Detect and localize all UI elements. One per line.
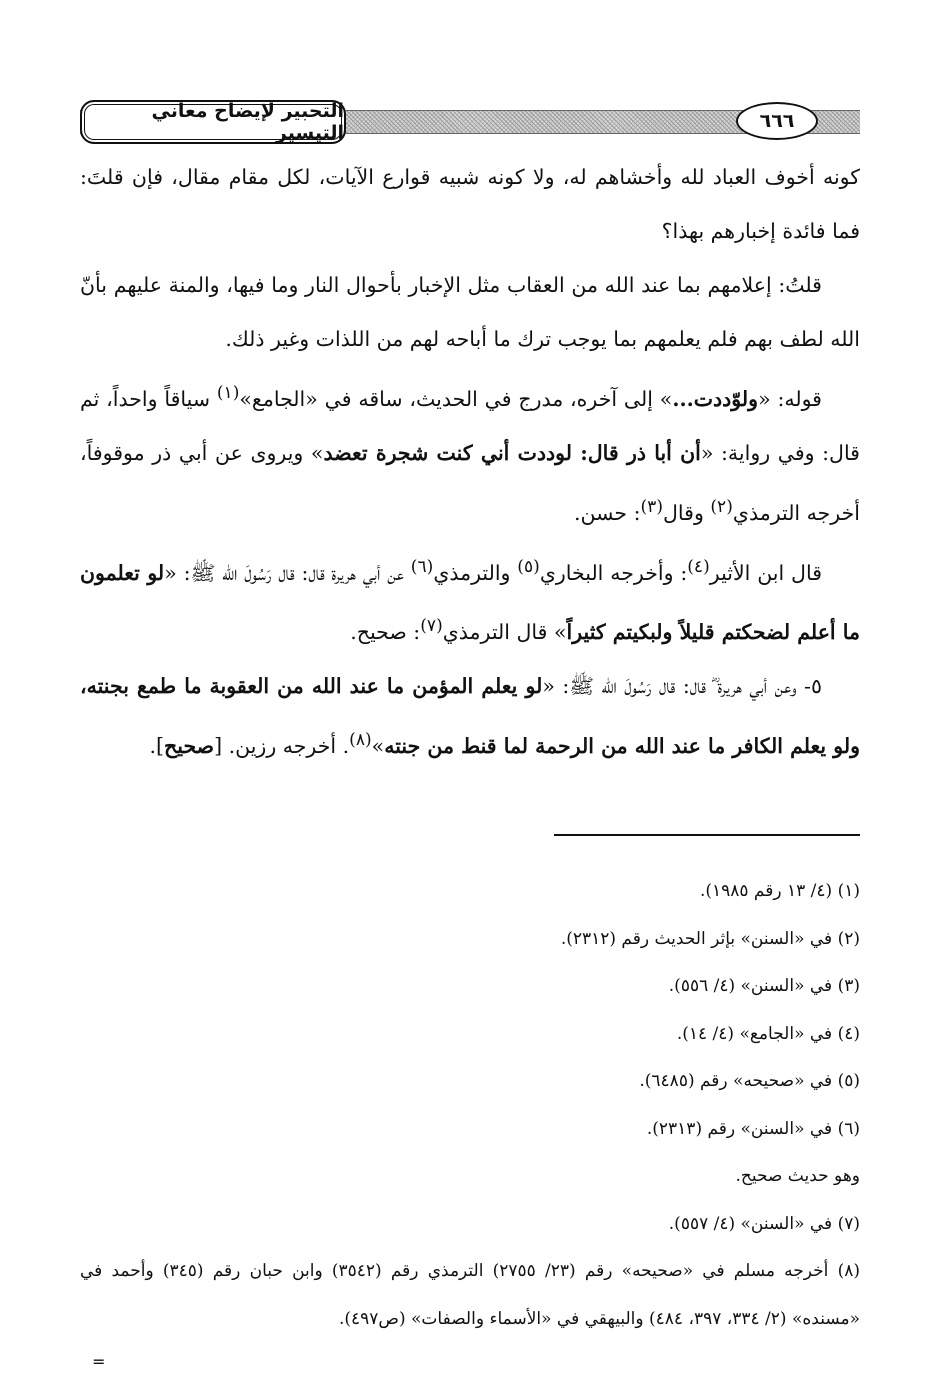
footnote-ref-7: (٧) [420,616,443,637]
footnote-ref-2: (٢) [710,496,733,517]
text-run: سياقاً واحداً، ثم قال: وفي رواية: « [80,386,860,465]
text-run: وقال [663,500,711,525]
footnote-separator [554,834,860,836]
footnote-ref-6: (٦) [410,556,434,577]
bold-quote: ولوّددت... [672,386,759,411]
footnote-4: (٤) في «الجامع» (٤/ ١٤). [676,1023,860,1044]
main-text [80,150,860,773]
bold-quote: أن أبا ذر قال: لوددت أني كنت شجرة تعضد [323,440,701,465]
paragraph-1: كونه أخوف العباد لله وأخشاهم له، ولا كونه شبيه قوارع الآيات، لكل مقام مقال، فإن قلتَ: فما فائدة إخبارهم بهذا؟ [80,165,860,243]
text-run: » إلى آخره، مدرج في الحديث، ساقه في «الجامع» [239,386,673,411]
text-run: » ويروى عن أبي ذر موقوفاً، أخرجه الترمذي [80,440,860,525]
footnote-5: (٥) في «صحيحه» رقم (٦٤٨٥). [639,1071,860,1091]
footnote-3: (٣) في «السنن» (٤/ ٥٥٦). [668,976,860,996]
text-run: والترمذي [433,560,518,585]
running-header [80,98,860,146]
text-run: » قال الترمذي [442,620,567,645]
continuation-mark: = [92,1352,106,1371]
footnote-8: (٨) أخرجه مسلم في «صحيحه» رقم (٢٣/ ٢٧٥٥) الترمذي رقم (٣٥٤٢) وابن حبان رقم (٣٤٥) وأحمد في «مسنده» (٢/ ٣٣٤، ٣٩٧، ٤٨٤) والبيهقي في «الأسماء والصفات» (ص٤٩٧). [80,1261,861,1329]
footnote-6-note: وهو حديث صحيح. [735,1166,860,1186]
text-run: » [371,734,385,759]
footnote-6: (٦) في «السنن» رقم (٢٣١٣). [646,1118,860,1139]
footnote-1: (١) (٤/ ١٣ رقم ١٩٨٥). [699,881,860,901]
text-run: : صحيح. [350,620,421,645]
paragraph-2: قلتُ: إعلامهم بما عند الله من العقاب مثل الإخبار بأحوال النار وما فيها، والمنة عليهم بأنّ الله لطف بهم فلم يعلمهم بما يوجب ترك ما أباحه لهم من اللذات وغير ذلك. [80,273,860,351]
footnote-7: (٧) في «السنن» (٤/ ٥٥٧). [668,1213,860,1234]
footnote-ref-4: (٤) [687,556,710,577]
paragraph-4 [80,540,860,660]
text-run: قال ابن الأثير [709,560,822,585]
paragraph-5 [80,659,860,773]
footnote-ref-8: (٨) [349,730,372,751]
bold-quote: لو تعلمون ما أعلم لضحكتم قليلاً ولبكيتم كثيراً [80,560,860,645]
footnotes [80,868,860,1343]
bold-quote: لو يعلم المؤمن ما عند الله من العقوبة ما طمع بجنته، ولو يعلم الكافر ما عند الله من الرحمة لما قنط من جنته [80,674,860,759]
text-run: : حسن. [573,500,641,525]
footnote-ref-1: (١) [216,383,240,403]
text-run: ٥- وعن أبي هريرة ؓ قال: قال رَسُولَ الله ﷺ: « [542,674,822,699]
page-number: ٦٦٦ [736,102,818,140]
text-run: : وأخرجه البخاري [539,560,688,585]
hadith-grade: صحيح [164,734,215,759]
footnote-2: (٢) في «السنن» بإثر الحديث رقم (٢٣١٢). [560,928,860,949]
text-run: ]. [149,734,165,759]
footnote-ref-3: (٣) [640,496,664,517]
book-page [80,90,860,1370]
footnote-ref-5: (٥) [517,556,540,577]
text-run: . أخرجه رزين. [ [214,734,350,759]
paragraph-3 [80,366,860,540]
text-run: عن أبي هريرة قال: قال رَسُولَ الله ﷺ: « [164,560,411,585]
text-run: قوله: « [758,386,822,411]
book-title: التحبير لإيضاح معاني التيسير [80,100,346,144]
